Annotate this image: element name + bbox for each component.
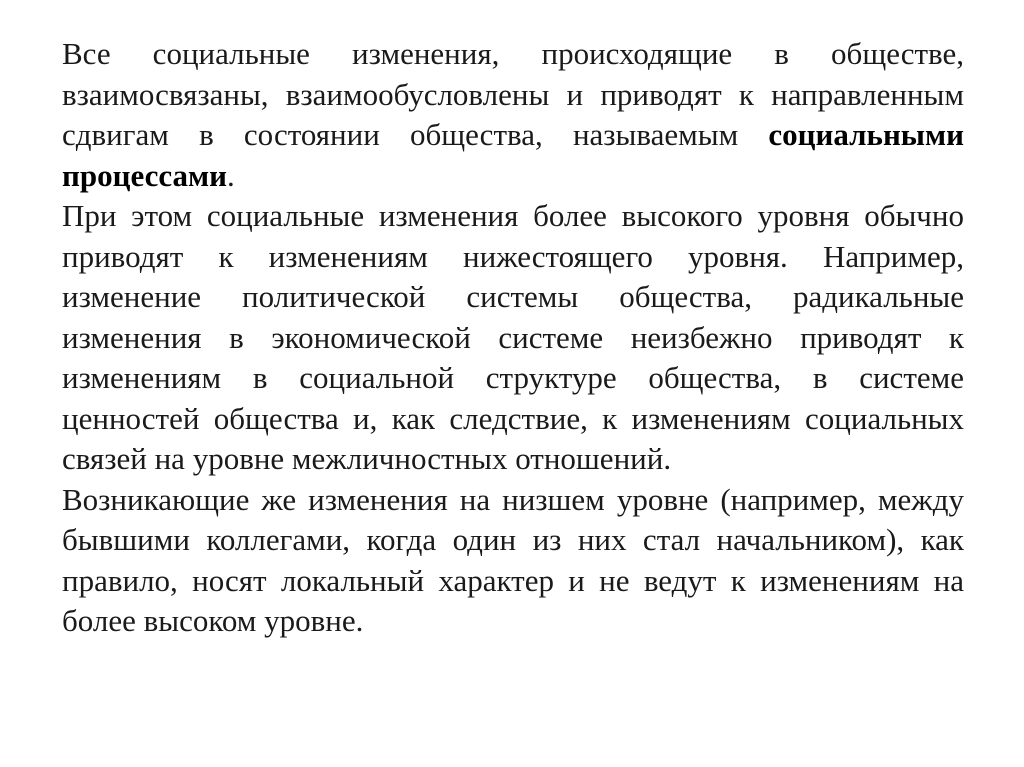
paragraph-1-period: . bbox=[226, 157, 235, 193]
paragraph-social-processes bbox=[62, 34, 964, 196]
paragraph-lower-level-changes: Возникающие же изменения на низшем уровне (например, между бывшими коллегами, когда один из них стал начальником), как правило, носят локальный характер и не ведут к изменениям на более высоком уровне. bbox=[62, 481, 964, 638]
bold-term-social-processes: социальными процессами bbox=[62, 117, 964, 193]
paragraph-1-text: Все социальные изменения, происходящие в обществе, взаимосвязаны, взаимообусловлены и приводят к направленным сдвигам в состоянии общества, называемым bbox=[62, 36, 964, 152]
slide-text-body bbox=[62, 34, 964, 642]
paragraph-higher-level-changes: При этом социальные изменения более высокого уровня обычно приводят к изменениям нижестоящего уровня. Например, изменение политической системы общества, радикальные изменения в экономической системе неизбежно приводят к изменениям в социальной структуре общества, в системе ценностей общества и, как следствие, к изменениям социальных связей на уровне межличностных отношений. bbox=[62, 198, 964, 476]
